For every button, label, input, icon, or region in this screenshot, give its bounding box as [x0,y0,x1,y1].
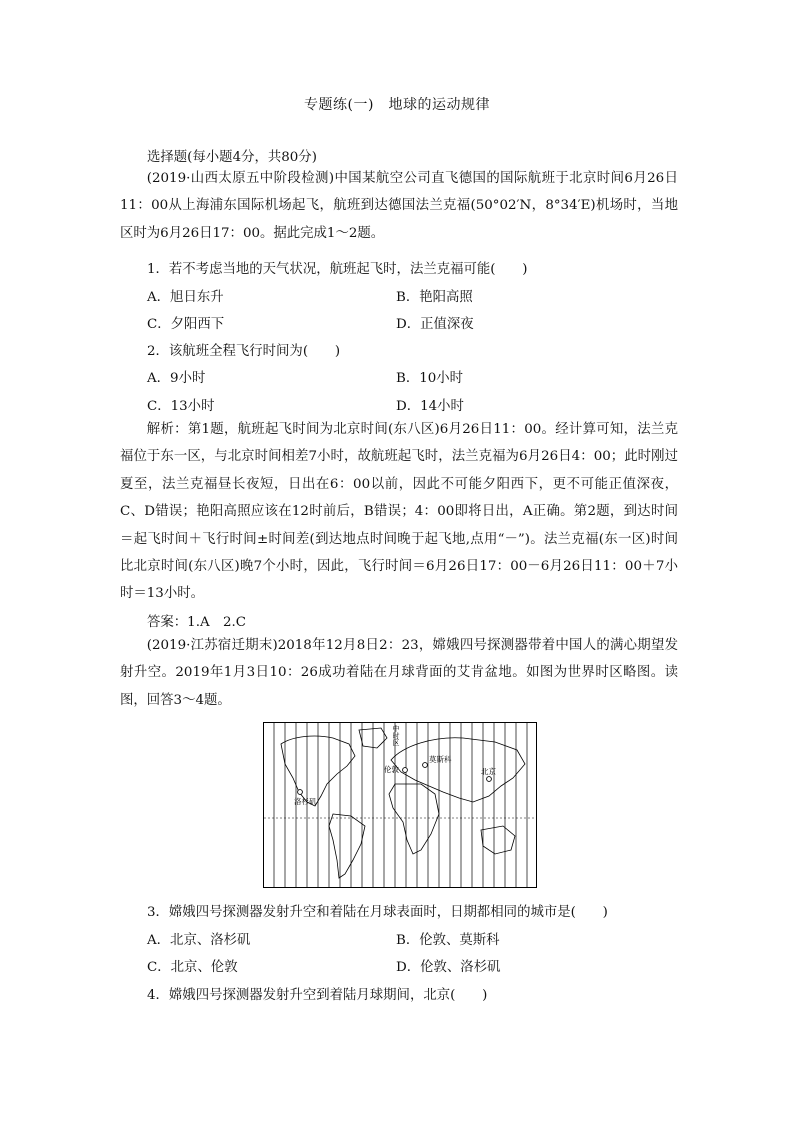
question-3-option-d: D．伦敦、洛杉矶 [396,960,501,975]
passage-2: (2019·江苏宿迁期末)2018年12月8日2：23，嫦娥四号探测器带着中国人的满心期望发射升空。2019年1月3日10：26成功着陆在月球背面的艾肯盆地。如图为世界时区略图。读图，回答3～4题。 [120,638,678,708]
question-3-stem: 3．嫦娥四号探测器发射升空和着陆在月球表面时，日期都相同的城市是( ) [147,905,608,920]
world-time-zone-map [263,722,537,888]
question-2-option-b: B．10小时 [396,371,464,386]
page-title: 专题练(一) 地球的运动规律 [304,97,490,113]
analysis: 解析：第1题，航班起飞时间为北京时间(东八区)6月26日11：00。经计算可知，法兰克福位于东一区，与北京时间相差7小时，故航班起飞时，法兰克福为6月26日4：00；此时刚过夏至，法兰克福昼长夜短，日出在6：00以前，因此不可能夕阳西下，更不可能正值深夜，C、D错误；艳阳高照应该在12时前后，B错误；4：00即将日出，A正确。第2题，到达时间＝起飞时间＋飞行时间±时间差(到达地点时间晚于起飞地,点用“－”)。法兰克福(东一区)时间比北京时间(东八区)晚7个小时，因此，飞行时间＝6月26日17：00－6月26日11：00＋7小时＝13小时。 [120,422,678,602]
question-1-option-d: D．正值深夜 [396,317,474,332]
question-1-stem: 1．若不考虑当地的天气状况，航班起飞时，法兰克福可能( ) [147,262,528,277]
los-angeles-marker [298,790,303,795]
question-2-option-a: A．9小时 [147,371,206,386]
question-3-option-b: B．伦敦、莫斯科 [396,933,500,948]
label-los-angeles: 洛杉矶 [294,797,317,806]
moscow-marker [423,763,428,768]
label-middle-zone: 中时区 [392,725,400,746]
question-1-option-b: B．艳阳高照 [396,290,473,305]
question-2-option-d: D．14小时 [396,399,464,414]
label-london: 伦敦 [384,765,399,774]
beijing-marker [487,777,492,782]
question-1-option-c: C．夕阳西下 [147,317,225,332]
question-2-stem: 2．该航班全程飞行时间为( ) [147,344,341,359]
question-2-option-c: C．13小时 [147,399,215,414]
label-beijing: 北京 [481,767,496,776]
london-marker [403,768,408,773]
section-heading: 选择题(每小题4分，共80分) [147,150,317,165]
label-moscow: 莫斯科 [429,755,452,764]
question-4-stem: 4．嫦娥四号探测器发射升空到着陆月球期间，北京( ) [147,988,488,1003]
question-3-option-c: C．北京、伦敦 [147,960,238,975]
question-1-option-a: A．旭日东升 [147,290,224,305]
passage-1: (2019·山西太原五中阶段检测)中国某航空公司直飞德国的国际航班于北京时间6月26日11：00从上海浦东国际机场起飞，航班到达德国法兰克福(50°02′N，8°34′E)机场时，当地区时为6月26日17：00。据此完成1～2题。 [120,171,678,241]
answer: 答案：1.A 2.C [147,615,247,630]
question-3-option-a: A．北京、洛杉矶 [147,933,251,948]
